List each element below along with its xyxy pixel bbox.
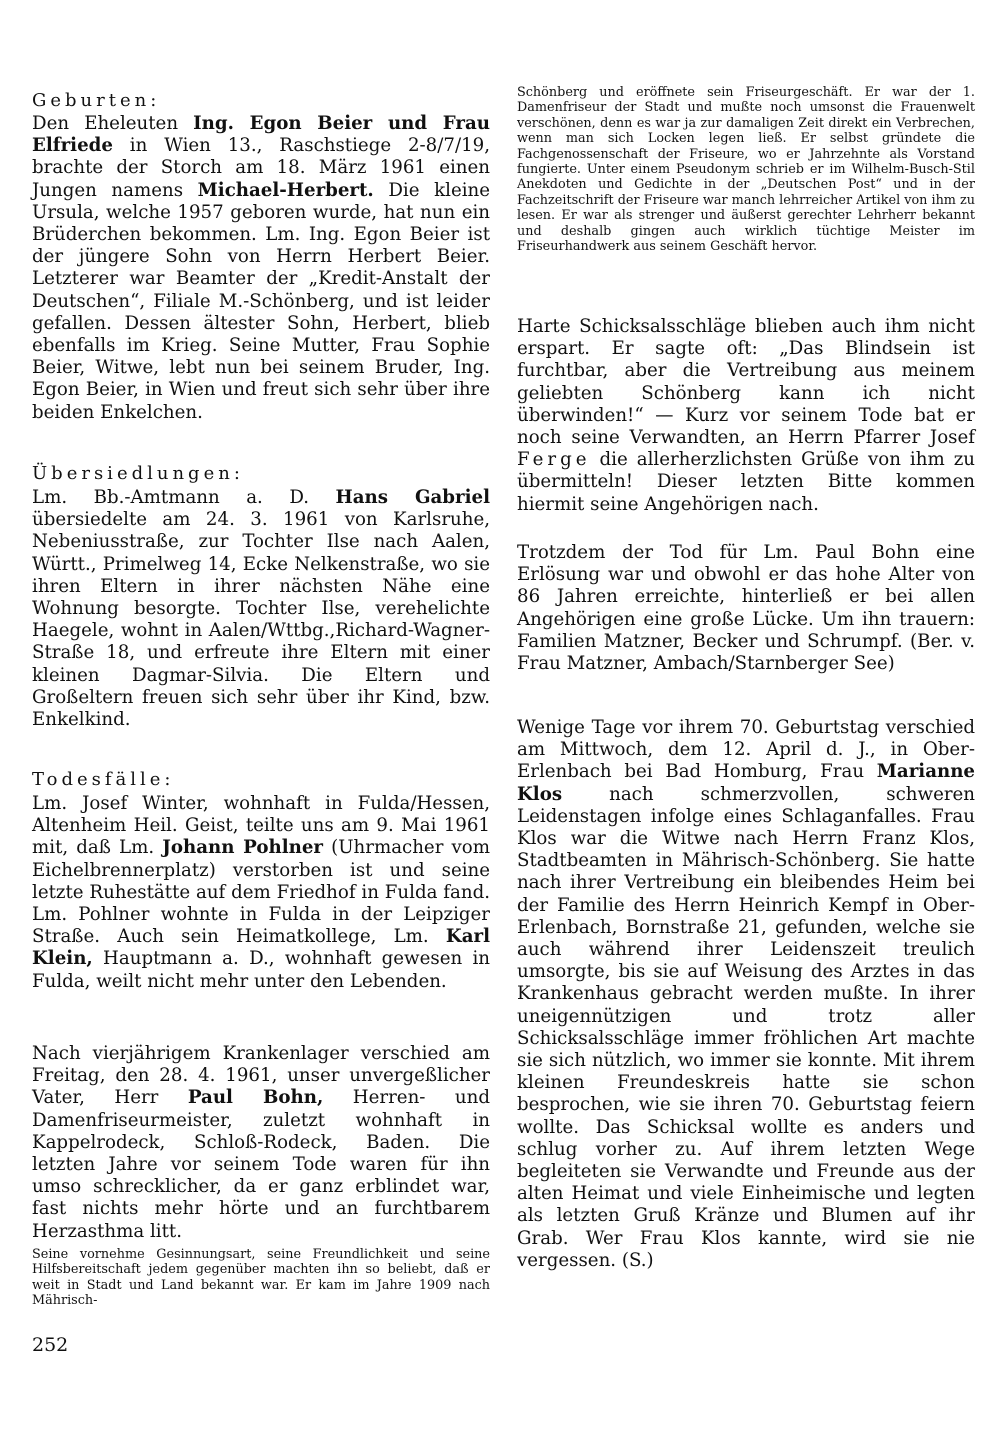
name-highlight: Marianne Klos bbox=[517, 761, 982, 805]
text-run: Die kleine Ursula, welche 1957 geboren wurde, hat nun ein Brüderchen bekommen. Lm. Ing. Egon Beier ist der jüngere Sohn von Herrn Herbert Beier. Letzterer war Beamter der „Kredit-Anstalt der Deutschen“, Filiale M.-Schönberg, und ist leider gefallen. Dessen ältester Sohn, Herbert, blieb ebenfalls im Krieg. Seine Mutter, Frau Sophie Beier, Witwe, lebt nun bei seinem Bruder, Ing. Egon Beier, in Wien und freut sich sehr über ihre beiden Enkelchen. bbox=[32, 179, 496, 423]
name-highlight: Karl Klein, bbox=[32, 926, 497, 970]
text-run: Wenige Tage vor ihrem 70. Geburtstag verschied am Mittwoch, dem 12. April d. J., in Ober-Erlenbach bei Bad Homburg, Frau bbox=[517, 717, 981, 783]
text-run: Seine vornehme Gesinnungsart, seine Freundlichkeit und seine Hilfsbereitschaft jedem gegenüber machten ihn so beliebt, daß er weit in Stadt und Land bekannt war. Er kam im Jahre 1909 nach Mährisch- bbox=[32, 1247, 495, 1309]
name-highlight: Paul Bohn, bbox=[187, 1087, 324, 1109]
name-highlight: Hans Gabriel bbox=[335, 487, 490, 508]
text-run: Lm. Bb.-Amtmann a. D. bbox=[32, 487, 336, 508]
text-run: (Uhrmacher vom Eichelbrennerplatz) verstorben ist und seine letzte Ruhestätte auf dem Friedhof in Fulda fand. Lm. Pohlner wohnte in Fulda in der Leipziger Straße. Auch sein Heimatkollege, Lm. bbox=[32, 837, 496, 948]
births-paragraph bbox=[32, 113, 497, 424]
text-run: Ferge bbox=[517, 449, 591, 471]
text-run: Harte Schicksalsschläge blieben auch ihm nicht erspart. Er sagte oft: „Das Blindsein ist furchtbar, aber die Vertreibung aus meinem geliebten Schönberg kann ich nicht überwinden!“ — Kurz vor seinem Tode bat er noch seine Verwandten, an Herrn Pfarrer Josef bbox=[517, 316, 981, 449]
text-run: die allerherzlichsten Grüße von ihm zu übermitteln! Dieser letzten Bitte kommen hiermit seine Angehörigen nach. bbox=[517, 449, 981, 515]
klos-obituary bbox=[517, 717, 982, 1272]
text-run: Lm. Josef Winter, wohnhaft in Fulda/Hessen, Altenheim Heil. Geist, teilte uns am 9. Mai 1961 mit, daß Lm. bbox=[32, 793, 496, 859]
bohn-biography-smallprint bbox=[517, 85, 980, 255]
text-run: Schönberg und eröffnete sein Friseurgeschäft. Er war der 1. Damenfriseur der Stadt und mußte noch umsonst die Frauenwelt verschönen, denn es war ja zur damaligen Zeit direkt ein Verbrechen, wenn man sich Locken legen ließ. Er selbst gründete die Fachgenossenschaft der Friseure, wo er Jahrzehnte als Vorstand fungierte. Unter einem Pseudonym schrieb er im Wilhelm-Busch-Stil Anekdoten und Gedichte in der „Deutschen Post“ und in der Fachzeitschrift der Friseure war manch lehrreicher Artikel von ihm zu lesen. Er war als strenger und äußerst gerechter Lehrherr bekannt und deshalb gingen auch wirklich tüchtige Meister im Friseurhandwerk aus seinem Geschäft hervor. bbox=[517, 85, 980, 255]
text-run: Nach vierjährigem Krankenlager verschied am Freitag, den 28. 4. 1961, unser unvergeßlicher Vater, Herr bbox=[32, 1043, 496, 1109]
pohlner-obituary bbox=[32, 793, 497, 993]
relocations-paragraph bbox=[32, 487, 496, 731]
text-run: Hauptmann a. D., wohnhaft gewesen in Fulda, weilt nicht mehr unter den Lebenden. bbox=[32, 948, 496, 992]
bohn-obituary bbox=[32, 1043, 496, 1243]
text-run: Den Eheleuten bbox=[32, 113, 194, 134]
name-highlight: Michael-Herbert. bbox=[197, 179, 374, 201]
text-run: in Wien 13., Raschstiege 2-8/7/19, brachte der Storch am 18. März 1961 einen Jungen namens bbox=[32, 135, 496, 201]
bohn-obituary-smallprint bbox=[32, 1247, 495, 1309]
bohn-obituary-mourners bbox=[517, 542, 981, 675]
deaths-heading: Todesfälle: bbox=[32, 769, 175, 790]
text-run: übersiedelte am 24. 3. 1961 von Karlsruhe, Nebeniusstraße, zur Tochter Ilse nach Aalen, Württ., Primelweg 14, Ecke Nelkenstraße, wo sie ihren Eltern in ihrer nächsten Nähe eine Wohnung besorgte. Tochter Ilse, verehelichte Haegele, wohnt in Aalen/Wttbg.,Richard-Wagner-Straße 18, und erfreute ihre Eltern mit einer kleinen Dagmar-Silvia. Die Eltern und Großeltern freuen sich sehr über ihr Kind, bzw. Enkelkind. bbox=[32, 487, 496, 731]
name-highlight: Ing. Egon Beier und Frau Elfriede bbox=[32, 113, 497, 157]
text-run: Herren- und Damenfriseurmeister, zuletzt wohnhaft in Kappelrodeck, Schloß-Rodeck, Baden. Die letzten Jahre vor seinem Tode waren für ihn umso schrecklicher, da er ganz erblindet war, fast nichts mehr hörte und an furchtbarem Herzasthma litt. bbox=[32, 1087, 496, 1242]
text-run: nach schmerzvollen, schweren Leidenstagen infolge eines Schlaganfalles. Frau Klos war die Witwe nach Herrn Franz Klos, Stadtbeamten in Mährisch-Schönberg. Sie hatte nach ihrer Vertreibung ein bleibendes Heim bei der Familie des Herrn Heinrich Kempf in Ober-Erlenbach, Bornstraße 21, gefunden, welche sie auch während ihrer Leidenszeit treulich umsorgte, bis sie auf Weisung des Arztes in das Krankenhaus gebracht werden mußte. In ihrer uneigennützigen und trotz aller Schicksalsschläge immer fröhlichen Art machte sie sich nützlich, wo immer sie konnte. Mit ihrem kleinen Freundeskreis hatte sie schon besprochen, wie sie ihren 70. Geburtstag feiern wollte. Das Schicksal wollte es anders und schlug vorher zu. Auf ihrem letzten Wege begleiteten sie Verwandte und Freunde aus der alten Heimat und viele Einheimische und legten als letzten Gruß Kränze und Blumen auf ihr Grab. Wer Frau Klos kannte, wird sie nie vergessen. (S.) bbox=[517, 783, 981, 1271]
births-heading: Geburten: bbox=[32, 90, 161, 111]
text-run: Trotzdem der Tod für Lm. Paul Bohn eine Erlösung war und obwohl er das hohe Alter von 86 Jahren erreichte, hinterließ er bei allen Angehörigen eine große Lücke. Um ihn trauern: Familien Matzner, Becker und Schrumpf. (Ber. v. Frau Matzner, Ambach/Starnberger See) bbox=[517, 542, 981, 675]
bohn-obituary-continued bbox=[517, 316, 981, 516]
page-number: 252 bbox=[32, 1334, 69, 1356]
relocations-heading: Übersiedlungen: bbox=[32, 463, 244, 484]
name-highlight: Johann Pohlner bbox=[162, 837, 323, 859]
